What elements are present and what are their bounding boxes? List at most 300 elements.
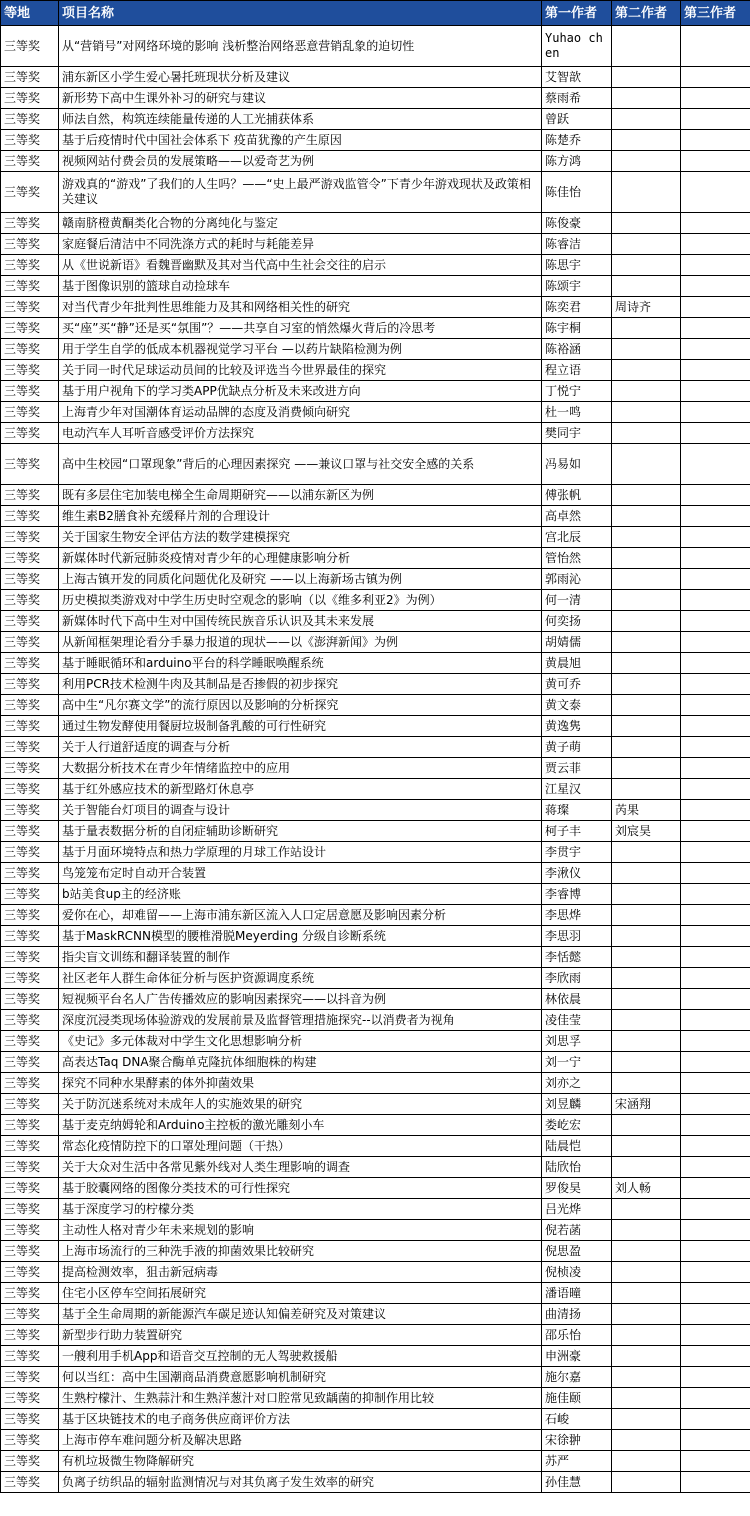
table-row xyxy=(1,1304,750,1325)
table-row xyxy=(1,1346,750,1367)
project-name-cell: 新形势下高中生课外补习的研究与建议 xyxy=(59,88,542,109)
award-level-cell: 三等奖 xyxy=(1,26,59,67)
third-author-cell xyxy=(681,381,750,402)
table-row xyxy=(1,130,750,151)
project-name-cell: 提高检测效率，狙击新冠病毒 xyxy=(59,1262,542,1283)
first-author-cell: 黄可乔 xyxy=(542,674,612,695)
second-author-cell xyxy=(612,632,681,653)
table-row xyxy=(1,926,750,947)
second-author-cell: 周诗齐 xyxy=(612,297,681,318)
project-name-cell: 浦东新区小学生爱心暑托班现状分析及建议 xyxy=(59,67,542,88)
project-name-cell: 深度沉浸类现场体验游戏的发展前景及监督管理措施探究--以消费者为视角 xyxy=(59,1010,542,1031)
first-author-cell: 李湫仪 xyxy=(542,863,612,884)
third-author-cell xyxy=(681,758,750,779)
project-name-cell: 从新闻框架理论看分手暴力报道的现状——以《澎湃新闻》为例 xyxy=(59,632,542,653)
first-author-cell: Yuhao chen xyxy=(542,26,612,67)
first-author-cell: 曾跃 xyxy=(542,109,612,130)
second-author-cell xyxy=(612,402,681,423)
second-author-cell xyxy=(612,1346,681,1367)
header-first-author: 第一作者 xyxy=(542,1,612,26)
project-name-cell: 基于量表数据分析的自闭症辅助诊断研究 xyxy=(59,821,542,842)
first-author-cell: 何一清 xyxy=(542,590,612,611)
third-author-cell xyxy=(681,632,750,653)
second-author-cell xyxy=(612,1283,681,1304)
second-author-cell xyxy=(612,255,681,276)
third-author-cell xyxy=(681,255,750,276)
second-author-cell xyxy=(612,1430,681,1451)
table-row xyxy=(1,402,750,423)
table-row xyxy=(1,381,750,402)
second-author-cell xyxy=(612,1304,681,1325)
first-author-cell: 胡婧儒 xyxy=(542,632,612,653)
project-name-cell: 关于大众对生活中各常见紫外线对人类生理影响的调查 xyxy=(59,1157,542,1178)
third-author-cell xyxy=(681,1409,750,1430)
table-row xyxy=(1,423,750,444)
project-name-cell: 上海市场流行的三种洗手液的抑菌效果比较研究 xyxy=(59,1241,542,1262)
third-author-cell xyxy=(681,590,750,611)
first-author-cell: 施尔嘉 xyxy=(542,1367,612,1388)
table-row xyxy=(1,109,750,130)
table-row xyxy=(1,151,750,172)
third-author-cell xyxy=(681,674,750,695)
second-author-cell xyxy=(612,1388,681,1409)
first-author-cell: 宋徐翀 xyxy=(542,1430,612,1451)
third-author-cell xyxy=(681,1094,750,1115)
project-name-cell: 负离子纺织品的辐射监测情况与对其负离子发生效率的研究 xyxy=(59,1472,542,1493)
project-name-cell: 赣南脐橙黄酮类化合物的分离纯化与鉴定 xyxy=(59,213,542,234)
third-author-cell xyxy=(681,695,750,716)
third-author-cell xyxy=(681,1367,750,1388)
first-author-cell: 丁悦宁 xyxy=(542,381,612,402)
award-level-cell: 三等奖 xyxy=(1,632,59,653)
award-level-cell: 三等奖 xyxy=(1,1031,59,1052)
second-author-cell xyxy=(612,381,681,402)
table-row xyxy=(1,88,750,109)
second-author-cell: 宋涵翔 xyxy=(612,1094,681,1115)
first-author-cell: 柯子丰 xyxy=(542,821,612,842)
table-row xyxy=(1,1241,750,1262)
table-row xyxy=(1,1409,750,1430)
first-author-cell: 刘亦之 xyxy=(542,1073,612,1094)
second-author-cell xyxy=(612,1052,681,1073)
table-row xyxy=(1,947,750,968)
second-author-cell xyxy=(612,674,681,695)
project-name-cell: 一艘利用手机App和语音交互控制的无人驾驶救援船 xyxy=(59,1346,542,1367)
first-author-cell: 宫北辰 xyxy=(542,527,612,548)
award-level-cell: 三等奖 xyxy=(1,402,59,423)
second-author-cell xyxy=(612,151,681,172)
third-author-cell xyxy=(681,109,750,130)
third-author-cell xyxy=(681,276,750,297)
table-row xyxy=(1,737,750,758)
table-row xyxy=(1,674,750,695)
project-name-cell: 高中生校园“口罩现象”背后的心理因素探究 ——兼议口罩与社交安全感的关系 xyxy=(59,444,542,485)
table-row xyxy=(1,1031,750,1052)
table-row xyxy=(1,485,750,506)
second-author-cell xyxy=(612,1157,681,1178)
third-author-cell xyxy=(681,926,750,947)
second-author-cell xyxy=(612,26,681,67)
award-level-cell: 三等奖 xyxy=(1,779,59,800)
third-author-cell xyxy=(681,1157,750,1178)
first-author-cell: 李思烨 xyxy=(542,905,612,926)
table-row xyxy=(1,1010,750,1031)
project-name-cell: 短视频平台名人广告传播效应的影响因素探究——以抖音为例 xyxy=(59,989,542,1010)
first-author-cell: 李思羽 xyxy=(542,926,612,947)
second-author-cell xyxy=(612,172,681,213)
third-author-cell xyxy=(681,485,750,506)
table-row xyxy=(1,695,750,716)
second-author-cell xyxy=(612,360,681,381)
first-author-cell: 贾云菲 xyxy=(542,758,612,779)
award-level-cell: 三等奖 xyxy=(1,1388,59,1409)
project-name-cell: 上海市停车难问题分析及解决思路 xyxy=(59,1430,542,1451)
third-author-cell xyxy=(681,423,750,444)
table-row xyxy=(1,360,750,381)
third-author-cell xyxy=(681,821,750,842)
award-level-cell: 三等奖 xyxy=(1,1052,59,1073)
award-level-cell: 三等奖 xyxy=(1,1094,59,1115)
first-author-cell: 孙佳慧 xyxy=(542,1472,612,1493)
project-name-cell: 基于MaskRCNN模型的腰椎滑脱Meyerding 分级自诊断系统 xyxy=(59,926,542,947)
second-author-cell xyxy=(612,213,681,234)
first-author-cell: 陆晨恺 xyxy=(542,1136,612,1157)
second-author-cell xyxy=(612,884,681,905)
table-row xyxy=(1,1388,750,1409)
third-author-cell xyxy=(681,297,750,318)
table-row xyxy=(1,276,750,297)
first-author-cell: 蒋璨 xyxy=(542,800,612,821)
third-author-cell xyxy=(681,1052,750,1073)
project-name-cell: 爱你在心，却难留——上海市浦东新区流入人口定居意愿及影响因素分析 xyxy=(59,905,542,926)
third-author-cell xyxy=(681,1304,750,1325)
award-level-cell: 三等奖 xyxy=(1,1325,59,1346)
second-author-cell xyxy=(612,569,681,590)
project-name-cell: 用于学生自学的低成本机器视觉学习平台 —以药片缺陷检测为例 xyxy=(59,339,542,360)
second-author-cell xyxy=(612,1409,681,1430)
second-author-cell xyxy=(612,1325,681,1346)
project-name-cell: 上海古镇开发的同质化问题优化及研究 ——以上海新场古镇为例 xyxy=(59,569,542,590)
table-row xyxy=(1,172,750,213)
project-name-cell: 游戏真的“游戏”了我们的人生吗？——“史上最严游戏监管令”下青少年游戏现状及政策相关建议 xyxy=(59,172,542,213)
award-level-cell: 三等奖 xyxy=(1,276,59,297)
first-author-cell: 陈奕君 xyxy=(542,297,612,318)
project-name-cell: 师法自然，构筑连续能量传递的人工光捕获体系 xyxy=(59,109,542,130)
table-row xyxy=(1,1220,750,1241)
award-level-cell: 三等奖 xyxy=(1,884,59,905)
table-body xyxy=(1,26,750,1493)
first-author-cell: 黄逸隽 xyxy=(542,716,612,737)
third-author-cell xyxy=(681,1346,750,1367)
first-author-cell: 曲清扬 xyxy=(542,1304,612,1325)
third-author-cell xyxy=(681,1199,750,1220)
table-row xyxy=(1,1094,750,1115)
third-author-cell xyxy=(681,779,750,800)
table-row xyxy=(1,255,750,276)
first-author-cell: 陆欣怡 xyxy=(542,1157,612,1178)
third-author-cell xyxy=(681,213,750,234)
table-row xyxy=(1,758,750,779)
first-author-cell: 陈楚乔 xyxy=(542,130,612,151)
table-row xyxy=(1,527,750,548)
third-author-cell xyxy=(681,360,750,381)
first-author-cell: 李欣雨 xyxy=(542,968,612,989)
first-author-cell: 邵乐怡 xyxy=(542,1325,612,1346)
award-level-cell: 三等奖 xyxy=(1,695,59,716)
first-author-cell: 杜一鸣 xyxy=(542,402,612,423)
award-level-cell: 三等奖 xyxy=(1,1115,59,1136)
second-author-cell xyxy=(612,842,681,863)
project-name-cell: 基于深度学习的柠檬分类 xyxy=(59,1199,542,1220)
first-author-cell: 李睿博 xyxy=(542,884,612,905)
table-row xyxy=(1,842,750,863)
third-author-cell xyxy=(681,716,750,737)
third-author-cell xyxy=(681,737,750,758)
third-author-cell xyxy=(681,611,750,632)
table-row xyxy=(1,444,750,485)
award-level-cell: 三等奖 xyxy=(1,1178,59,1199)
award-level-cell: 三等奖 xyxy=(1,569,59,590)
award-level-cell: 三等奖 xyxy=(1,737,59,758)
second-author-cell xyxy=(612,318,681,339)
award-level-cell: 三等奖 xyxy=(1,172,59,213)
award-level-cell: 三等奖 xyxy=(1,527,59,548)
project-name-cell: 关于智能台灯项目的调查与设计 xyxy=(59,800,542,821)
project-name-cell: 关于防沉迷系统对未成年人的实施效果的研究 xyxy=(59,1094,542,1115)
third-author-cell xyxy=(681,947,750,968)
second-author-cell: 刘人畅 xyxy=(612,1178,681,1199)
table-row xyxy=(1,297,750,318)
award-level-cell: 三等奖 xyxy=(1,1136,59,1157)
second-author-cell xyxy=(612,716,681,737)
award-level-cell: 三等奖 xyxy=(1,1073,59,1094)
third-author-cell xyxy=(681,527,750,548)
award-level-cell: 三等奖 xyxy=(1,485,59,506)
second-author-cell xyxy=(612,590,681,611)
third-author-cell xyxy=(681,444,750,485)
third-author-cell xyxy=(681,842,750,863)
table-row xyxy=(1,339,750,360)
award-level-cell: 三等奖 xyxy=(1,213,59,234)
table-row xyxy=(1,1451,750,1472)
second-author-cell xyxy=(612,548,681,569)
project-name-cell: 指尖盲文训练和翻译装置的制作 xyxy=(59,947,542,968)
table-row xyxy=(1,905,750,926)
project-name-cell: 有机垃圾微生物降解研究 xyxy=(59,1451,542,1472)
third-author-cell xyxy=(681,905,750,926)
first-author-cell: 李恬懿 xyxy=(542,947,612,968)
second-author-cell xyxy=(612,1136,681,1157)
award-level-cell: 三等奖 xyxy=(1,1283,59,1304)
project-name-cell: 生熟柠檬汁、生熟蒜汁和生熟洋葱汁对口腔常见致龋菌的抑制作用比较 xyxy=(59,1388,542,1409)
third-author-cell xyxy=(681,172,750,213)
table-row xyxy=(1,1367,750,1388)
table-row xyxy=(1,821,750,842)
third-author-cell xyxy=(681,402,750,423)
table-row xyxy=(1,234,750,255)
third-author-cell xyxy=(681,569,750,590)
third-author-cell xyxy=(681,1031,750,1052)
first-author-cell: 陈俊豪 xyxy=(542,213,612,234)
first-author-cell: 倪思盈 xyxy=(542,1241,612,1262)
award-level-cell: 三等奖 xyxy=(1,506,59,527)
second-author-cell xyxy=(612,989,681,1010)
first-author-cell: 艾智歆 xyxy=(542,67,612,88)
first-author-cell: 陈思宇 xyxy=(542,255,612,276)
third-author-cell xyxy=(681,653,750,674)
second-author-cell xyxy=(612,968,681,989)
second-author-cell xyxy=(612,1241,681,1262)
table-row xyxy=(1,968,750,989)
project-name-cell: 关于同一时代足球运动员间的比较及评选当今世界最佳的探究 xyxy=(59,360,542,381)
second-author-cell xyxy=(612,779,681,800)
second-author-cell xyxy=(612,653,681,674)
project-name-cell: 基于月面环境特点和热力学原理的月球工作站设计 xyxy=(59,842,542,863)
first-author-cell: 倪若菡 xyxy=(542,1220,612,1241)
first-author-cell: 李贯宇 xyxy=(542,842,612,863)
second-author-cell xyxy=(612,1199,681,1220)
third-author-cell xyxy=(681,884,750,905)
award-level-cell: 三等奖 xyxy=(1,130,59,151)
award-level-cell: 三等奖 xyxy=(1,926,59,947)
project-name-cell: b站美食up主的经济账 xyxy=(59,884,542,905)
second-author-cell: 刘宸昊 xyxy=(612,821,681,842)
third-author-cell xyxy=(681,339,750,360)
award-level-cell: 三等奖 xyxy=(1,444,59,485)
project-name-cell: 常态化疫情防控下的口罩处理问题（干热） xyxy=(59,1136,542,1157)
award-level-cell: 三等奖 xyxy=(1,1262,59,1283)
table-row xyxy=(1,611,750,632)
first-author-cell: 陈宇桐 xyxy=(542,318,612,339)
first-author-cell: 申洲豪 xyxy=(542,1346,612,1367)
second-author-cell xyxy=(612,88,681,109)
second-author-cell xyxy=(612,67,681,88)
first-author-cell: 刘思孚 xyxy=(542,1031,612,1052)
project-name-cell: 高中生“凡尔赛文学”的流行原因以及影响的分析探究 xyxy=(59,695,542,716)
award-level-cell: 三等奖 xyxy=(1,968,59,989)
second-author-cell xyxy=(612,444,681,485)
table-row xyxy=(1,548,750,569)
project-name-cell: 《史记》多元体裁对中学生文化思想影响分析 xyxy=(59,1031,542,1052)
table-row xyxy=(1,318,750,339)
award-level-cell: 三等奖 xyxy=(1,297,59,318)
first-author-cell: 江星汉 xyxy=(542,779,612,800)
third-author-cell xyxy=(681,1220,750,1241)
project-name-cell: 基于睡眠循环和arduino平台的科学睡眠唤醒系统 xyxy=(59,653,542,674)
project-name-cell: 维生素B2膳食补充缓释片剂的合理设计 xyxy=(59,506,542,527)
project-name-cell: 探究不同种水果酵素的体外抑菌效果 xyxy=(59,1073,542,1094)
first-author-cell: 蔡雨希 xyxy=(542,88,612,109)
award-level-cell: 三等奖 xyxy=(1,1241,59,1262)
third-author-cell xyxy=(681,548,750,569)
table-row xyxy=(1,884,750,905)
award-level-cell: 三等奖 xyxy=(1,381,59,402)
second-author-cell xyxy=(612,905,681,926)
award-level-cell: 三等奖 xyxy=(1,423,59,444)
award-level-cell: 三等奖 xyxy=(1,1010,59,1031)
third-author-cell xyxy=(681,989,750,1010)
award-level-cell: 三等奖 xyxy=(1,1430,59,1451)
first-author-cell: 陈佳怡 xyxy=(542,172,612,213)
project-name-cell: 关于国家生物安全评估方法的数学建模探究 xyxy=(59,527,542,548)
first-author-cell: 黄晨旭 xyxy=(542,653,612,674)
award-level-cell: 三等奖 xyxy=(1,318,59,339)
project-name-cell: 社区老年人群生命体征分析与医护资源调度系统 xyxy=(59,968,542,989)
first-author-cell: 樊同宇 xyxy=(542,423,612,444)
project-name-cell: 买“座”买“静”还是买“氛围”？——共享自习室的悄然爆火背后的冷思考 xyxy=(59,318,542,339)
third-author-cell xyxy=(681,1451,750,1472)
project-name-cell: 利用PCR技术检测牛肉及其制品是否掺假的初步探究 xyxy=(59,674,542,695)
award-level-cell: 三等奖 xyxy=(1,842,59,863)
table-row xyxy=(1,1472,750,1493)
project-name-cell: 上海青少年对国潮体育运动品牌的态度及消费倾向研究 xyxy=(59,402,542,423)
first-author-cell: 冯易如 xyxy=(542,444,612,485)
table-row xyxy=(1,1430,750,1451)
project-name-cell: 新媒体时代新冠肺炎疫情对青少年的心理健康影响分析 xyxy=(59,548,542,569)
award-level-cell: 三等奖 xyxy=(1,109,59,130)
project-name-cell: 关于人行道舒适度的调查与分析 xyxy=(59,737,542,758)
first-author-cell: 苏严 xyxy=(542,1451,612,1472)
second-author-cell xyxy=(612,1367,681,1388)
project-name-cell: 新媒体时代下高中生对中国传统民族音乐认识及其未来发展 xyxy=(59,611,542,632)
award-level-cell: 三等奖 xyxy=(1,611,59,632)
third-author-cell xyxy=(681,1262,750,1283)
second-author-cell xyxy=(612,1262,681,1283)
project-name-cell: 基于用户视角下的学习类APP优缺点分析及未来改进方向 xyxy=(59,381,542,402)
first-author-cell: 林依晨 xyxy=(542,989,612,1010)
table-row xyxy=(1,1115,750,1136)
third-author-cell xyxy=(681,1010,750,1031)
table-row xyxy=(1,1199,750,1220)
project-name-cell: 家庭餐后清洁中不同洗涤方式的耗时与耗能差异 xyxy=(59,234,542,255)
award-level-cell: 三等奖 xyxy=(1,989,59,1010)
third-author-cell xyxy=(681,318,750,339)
table-row xyxy=(1,569,750,590)
second-author-cell xyxy=(612,947,681,968)
second-author-cell xyxy=(612,737,681,758)
third-author-cell xyxy=(681,968,750,989)
first-author-cell: 石峻 xyxy=(542,1409,612,1430)
first-author-cell: 刘一宁 xyxy=(542,1052,612,1073)
second-author-cell xyxy=(612,758,681,779)
award-level-cell: 三等奖 xyxy=(1,67,59,88)
project-name-cell: 基于全生命周期的新能源汽车碳足迹认知偏差研究及对策建议 xyxy=(59,1304,542,1325)
project-name-cell: 历史模拟类游戏对中学生历史时空观念的影响（以《维多利亚2》为例） xyxy=(59,590,542,611)
second-author-cell xyxy=(612,863,681,884)
third-author-cell xyxy=(681,234,750,255)
award-level-cell: 三等奖 xyxy=(1,1367,59,1388)
project-name-cell: 基于后疫情时代中国社会体系下 疫苗犹豫的产生原因 xyxy=(59,130,542,151)
project-name-cell: 大数据分析技术在青少年情绪监控中的应用 xyxy=(59,758,542,779)
award-level-cell: 三等奖 xyxy=(1,758,59,779)
third-author-cell xyxy=(681,1283,750,1304)
header-third-author: 第三作者 xyxy=(681,1,750,26)
first-author-cell: 罗俊昊 xyxy=(542,1178,612,1199)
table-row xyxy=(1,26,750,67)
third-author-cell xyxy=(681,1388,750,1409)
first-author-cell: 娄屹宏 xyxy=(542,1115,612,1136)
second-author-cell xyxy=(612,611,681,632)
award-level-cell: 三等奖 xyxy=(1,339,59,360)
first-author-cell: 何奕扬 xyxy=(542,611,612,632)
table-row xyxy=(1,863,750,884)
table-row xyxy=(1,1073,750,1094)
project-name-cell: 基于红外感应技术的新型路灯休息亭 xyxy=(59,779,542,800)
table-row xyxy=(1,67,750,88)
first-author-cell: 陈裕涵 xyxy=(542,339,612,360)
first-author-cell: 程立语 xyxy=(542,360,612,381)
award-level-cell: 三等奖 xyxy=(1,548,59,569)
